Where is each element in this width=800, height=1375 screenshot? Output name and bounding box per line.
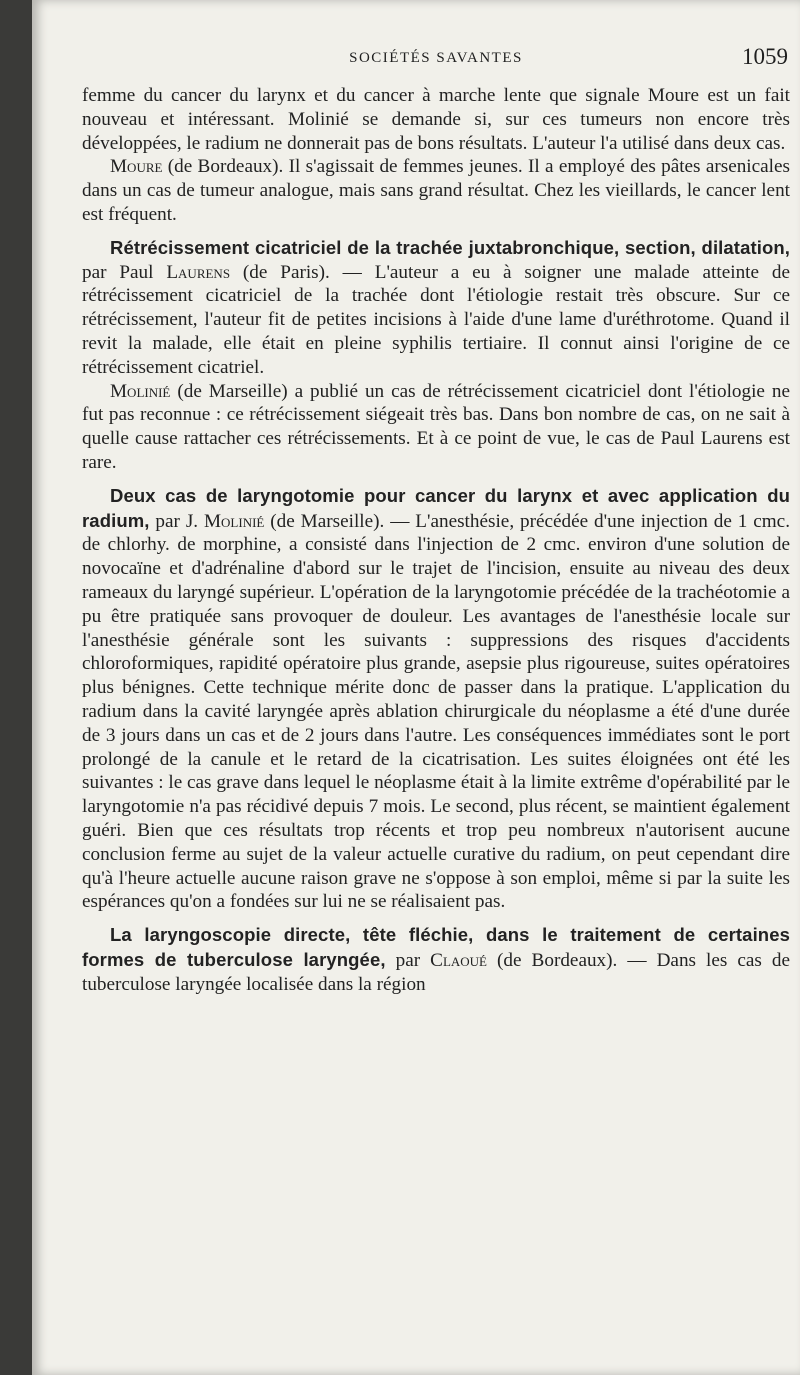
paragraph-molinie [82,380,790,475]
author-name: Laurens [166,261,231,283]
author-name: Moure [110,156,163,178]
book-page [32,0,800,1375]
paragraph-continuation [82,84,790,155]
paragraph-text: (de Marseille). — L'anesthésie, précédée d'une injection de 1 cmc. de chlorhy. de morphine, a consisté dans l'injection de 2 cmc. environ d'une solution de novocaïne et d'adrénaline d'abord sur le trajet de l'incision, ensuite au niveau des deux rameaux du laryngé supérieur. L'opération de la laryngotomie précédée de la trachéotomie a pu être pratiquée sans provoquer de douleur. Les avantages de l'anesthésie locale sur l'anesthésie générale sont les suivants : suppressions des risques d'accidents chloroformiques, rapidité opératoire plus grande, asepsie plus rigoureuse, suites opératoires plus bénignes. Cette technique mérite donc de passer dans la pratique. L'application du radium dans la cavité laryngée après ablation chirurgicale du néoplasme a été d'une durée de 3 jours dans un cas et de 2 jours dans l'autre. Les conséquences immédiates sont le port prolongé de la canule et le retard de la cicatrisation. Les suites éloignées ont été les suivantes : le cas grave dans lequel le néoplasme était à la limite extrême d'opérabilité par le laryngotomie n'a pas récidivé depuis 7 mois. Le second, plus récent, se maintient également guéri. Bien que ces résultats trop récents et trop peu nombreux n'autorisent aucune conclusion ferme au sujet de la valeur actuelle curative du radium, on peut cependant dire qu'à l'heure actuelle aucune raison grave ne s'oppose à son emploi, même si par la suite les espérances qu'on a fondées sur lui ne se réalisaient pas. [82,510,790,913]
article-body [82,84,790,996]
page-content [82,40,790,996]
page-number: 1059 [742,44,788,69]
byline-prefix: par J. [149,510,204,532]
paragraph-moure [82,155,790,226]
paragraph-text: (de Bordeaux). Il s'agissait de femmes jeunes. Il a employé des pâtes arsenicales dans un cas de tumeur analogue, mais sans grand résultat. Chez les vieillards, le cancer lent est fréquent. [82,156,790,225]
section-laryngoscopie [82,923,790,996]
byline-prefix: par Paul [82,261,167,283]
paragraph-text: (de Marseille) a publié un cas de rétrécissement cicatriciel dont l'étiologie ne fut pas reconnue : ce rétrécissement siégeait très bas. Dans bon nombre de cas, on ne sait à quelle cause rattacher ces rétrécissements. Et à ce point de vue, le cas de Paul Laurens est rare. [82,380,790,473]
author-name: Molinié [110,380,171,402]
paragraph-text: (de Bordeaux). — Dans les cas de tuberculose laryngée localisée dans la région [82,949,791,995]
byline-prefix: par [385,949,431,971]
section-heading: Deux cas de laryngotomie pour cancer du larynx et avec application du radium, [82,484,790,531]
author-name: Claoué [430,949,487,971]
running-title: SOCIÉTÉS SAVANTES [349,50,523,66]
paragraph-text: femme du cancer du larynx et du cancer à marche lente que signale Moure est un fait nouveau et intéressant. Molinié se demande si, sur ces tumeurs non encore très développées, le radium ne donnerait pas de bons résultats. L'auteur l'a utilisé dans deux cas. [82,85,790,154]
section-heading: Rétrécissement cicatriciel de la trachée juxtabronchique, section, dilatation, [110,236,790,258]
author-name: Molinié [203,510,265,532]
section-laryngotomie [82,484,790,914]
running-header [82,40,790,84]
section-heading: La laryngoscopie directe, tête fléchie, dans le traitement de certaines formes de tuberculose laryngée, [82,924,790,970]
paragraph-text: (de Paris). — L'auteur a eu à soigner une malade atteinte de rétrécissement cicatriciel de la trachée dont l'étiologie restait très obscure. Sur ce rétrécissement, l'auteur fit de petites incisions à l'aide d'une lame d'uréthrotome. Quand il revit la malade, elle était en pleine syphilis tertiaire. Il connut ainsi l'origine de ce rétrécissement cicatriel. [82,261,790,378]
section-retrecissement [82,236,790,380]
